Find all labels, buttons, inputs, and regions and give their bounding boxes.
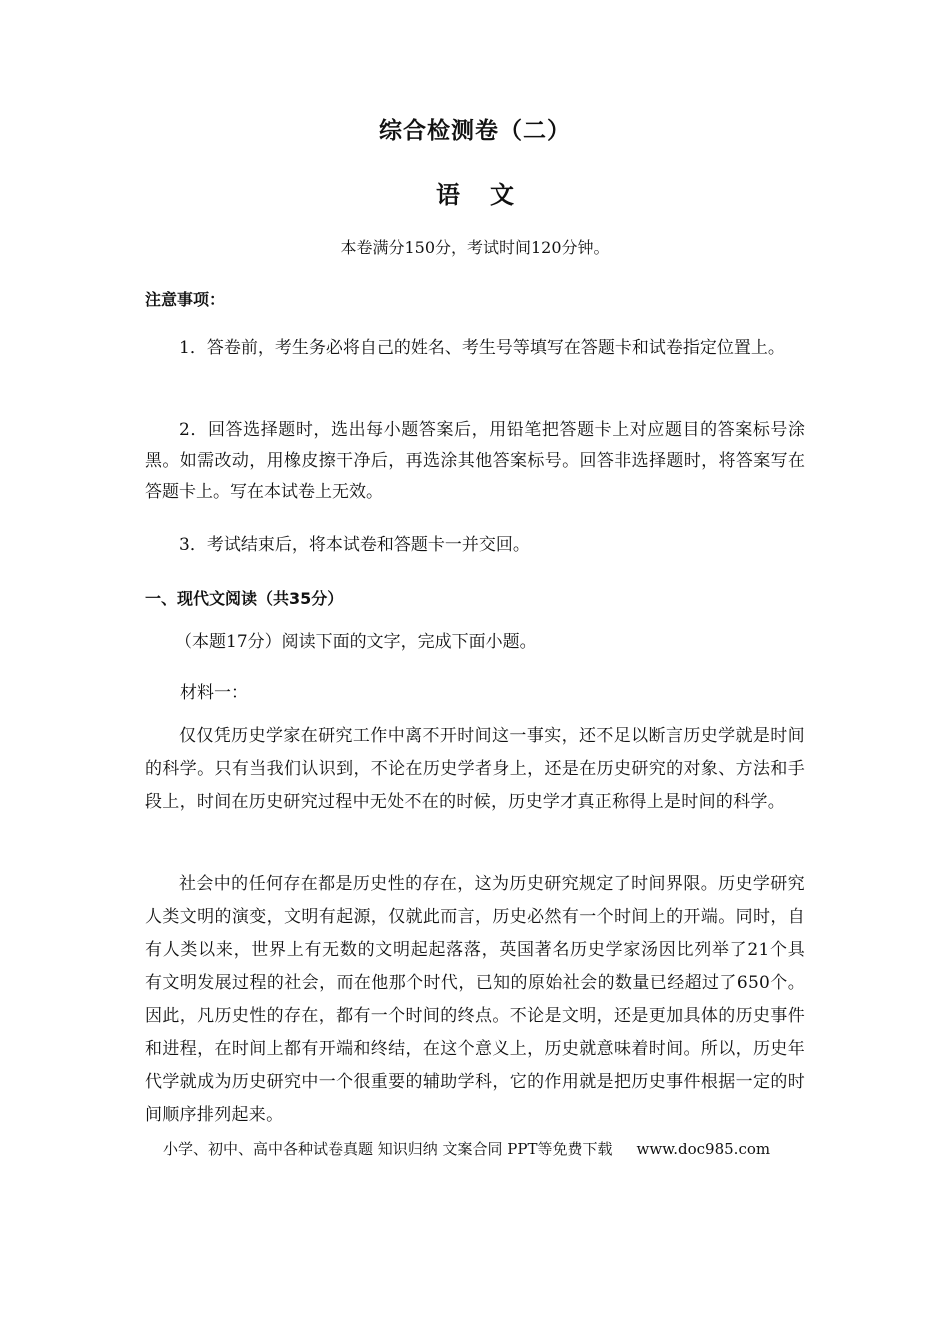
footer-url[interactable]: www.doc985.com xyxy=(636,1140,771,1158)
material-label: 材料一： xyxy=(180,683,248,703)
footer xyxy=(163,1138,770,1159)
material-paragraph-2: 社会中的任何存在都是历史性的存在，这为历史研究规定了时间界限。历史学研究人类文明的演变，文明有起源，仅就此而言，历史必然有一个时间上的开端。同时，自有人类以来，世界上有无数的文明起起落落，英国著名历史学家汤因比列举了21个具有文明发展过程的社会，而在他那个时代，已知的原始社会的数量已经超过了650个。因此，凡历史性的存在，都有一个时间的终点。不论是文明，还是更加具体的历史事件和进程，在时间上都有开端和终结，在这个意义上，历史就意味着时间。所以，历史年代学就成为历史研究中一个很重要的辅助学科，它的作用就是把历史事件根据一定的时间顺序排列起来。 xyxy=(145,874,805,1125)
question-instruction: （本题17分）阅读下面的文字，完成下面小题。 xyxy=(175,632,537,652)
exam-info: 本卷满分150分，考试时间120分钟。 xyxy=(340,238,610,257)
notice-item-3: 3．考试结束后，将本试卷和答题卡一并交回。 xyxy=(179,535,530,555)
section-heading: 一、现代文阅读（共35分） xyxy=(145,589,344,608)
material-paragraph-1: 仅仅凭历史学家在研究工作中离不开时间这一事实，还不足以断言历史学就是时间的科学。只有当我们认识到，不论在历史学者身上，还是在历史研究的对象、方法和手段上，时间在历史研究过程中无处不在的时候，历史学才真正称得上是时间的科学。 xyxy=(145,726,805,812)
notice-item-2: 2．回答选择题时，选出每小题答案后，用铅笔把答题卡上对应题目的答案标号涂黑。如需改动，用橡皮擦干净后，再选涂其他答案标号。回答非选择题时，将答案写在答题卡上。写在本试卷上无效。 xyxy=(145,420,805,502)
notice-heading: 注意事项： xyxy=(145,290,226,309)
notice-item-1: 1．答卷前，考生务必将自己的姓名、考生号等填写在答题卡和试卷指定位置上。 xyxy=(179,338,785,358)
subject-title: 语文 xyxy=(436,181,544,209)
page-title: 综合检测卷（二） xyxy=(379,118,571,144)
footer-text: 小学、初中、高中各种试卷真题 知识归纳 文案合同 PPT等免费下载 xyxy=(163,1140,613,1158)
